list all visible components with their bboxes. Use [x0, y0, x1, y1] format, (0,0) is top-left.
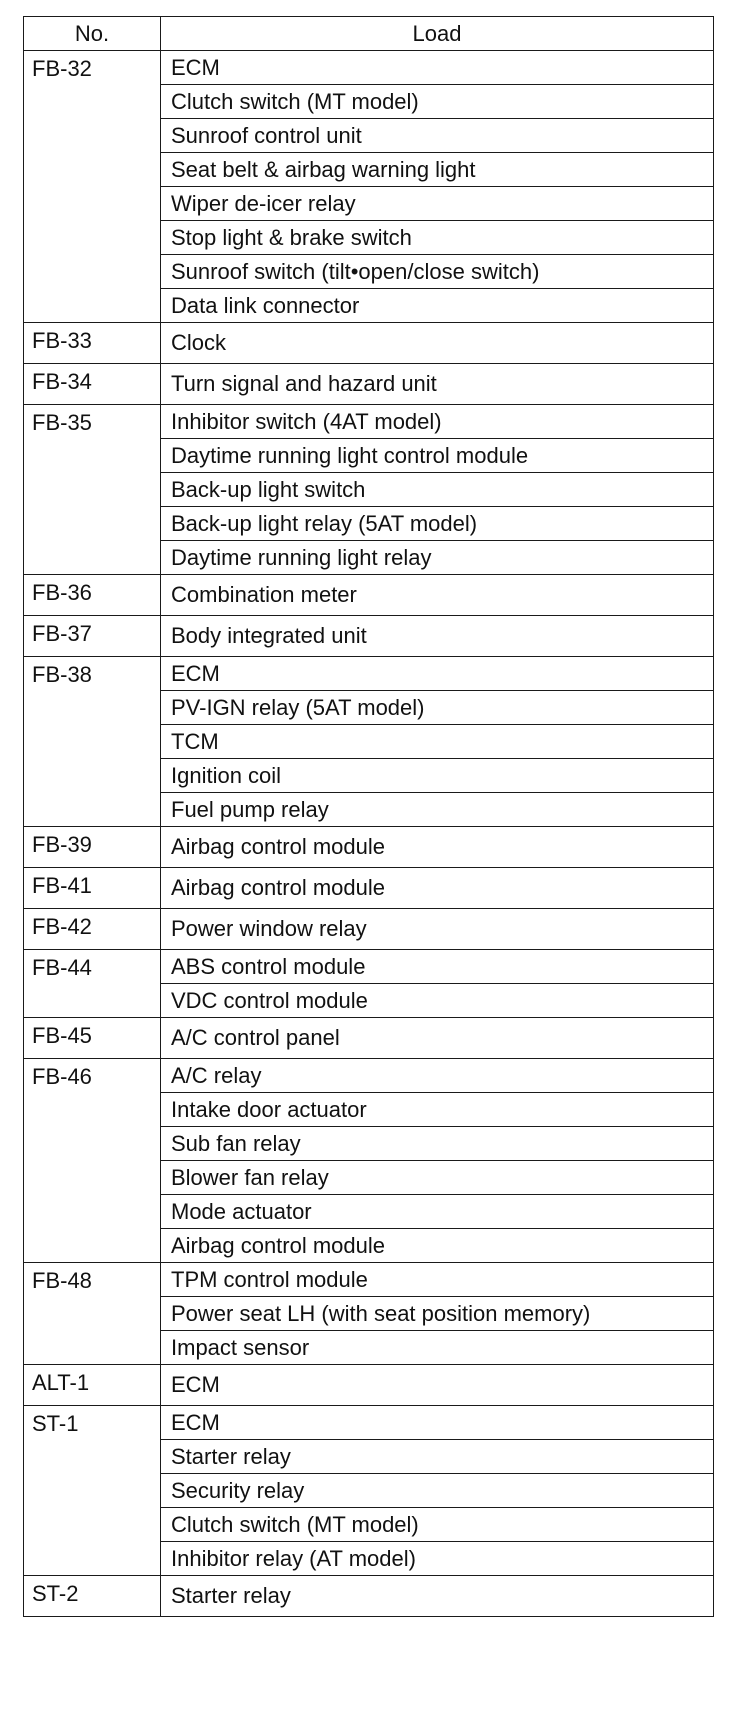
table-row: [24, 827, 714, 868]
load-cell: Mode actuator: [161, 1195, 714, 1229]
table-row: [24, 657, 714, 691]
load-cell: Sunroof control unit: [161, 119, 714, 153]
table-row: [24, 1576, 714, 1617]
load-cell: ECM: [161, 1365, 714, 1406]
table-row: [24, 323, 714, 364]
table-row: [24, 909, 714, 950]
fuse-number-cell: FB-48: [24, 1263, 161, 1365]
fuse-number-cell: FB-35: [24, 405, 161, 575]
load-cell: Combination meter: [161, 575, 714, 616]
load-cell: ABS control module: [161, 950, 714, 984]
load-cell: Power window relay: [161, 909, 714, 950]
table-row: [24, 1018, 714, 1059]
load-cell: Impact sensor: [161, 1331, 714, 1365]
table-row: [24, 616, 714, 657]
load-cell: Back-up light switch: [161, 473, 714, 507]
load-cell: Clock: [161, 323, 714, 364]
load-cell: Inhibitor switch (4AT model): [161, 405, 714, 439]
load-cell: ECM: [161, 51, 714, 85]
load-cell: TCM: [161, 725, 714, 759]
fuse-number-cell: FB-33: [24, 323, 161, 364]
load-cell: Fuel pump relay: [161, 793, 714, 827]
load-cell: Blower fan relay: [161, 1161, 714, 1195]
load-cell: Wiper de-icer relay: [161, 187, 714, 221]
table-row: [24, 1365, 714, 1406]
load-cell: Daytime running light control module: [161, 439, 714, 473]
load-cell: Daytime running light relay: [161, 541, 714, 575]
load-cell: Data link connector: [161, 289, 714, 323]
fuse-number-cell: ST-2: [24, 1576, 161, 1617]
header-load: Load: [161, 17, 714, 51]
load-cell: Sunroof switch (tilt•open/close switch): [161, 255, 714, 289]
fuse-number-cell: FB-34: [24, 364, 161, 405]
table-header: [24, 17, 714, 51]
fuse-number-cell: FB-45: [24, 1018, 161, 1059]
fuse-number-cell: FB-41: [24, 868, 161, 909]
table-row: [24, 1263, 714, 1297]
fuse-number-cell: FB-46: [24, 1059, 161, 1263]
table-row: [24, 950, 714, 984]
header-row: [24, 17, 714, 51]
load-cell: Inhibitor relay (AT model): [161, 1542, 714, 1576]
fuse-number-cell: ST-1: [24, 1406, 161, 1576]
fuse-number-cell: FB-44: [24, 950, 161, 1018]
load-cell: TPM control module: [161, 1263, 714, 1297]
fuse-number-cell: FB-37: [24, 616, 161, 657]
load-cell: Airbag control module: [161, 1229, 714, 1263]
load-cell: Starter relay: [161, 1576, 714, 1617]
table-body: [24, 51, 714, 1617]
load-cell: Ignition coil: [161, 759, 714, 793]
load-cell: Sub fan relay: [161, 1127, 714, 1161]
header-no: No.: [24, 17, 161, 51]
load-cell: VDC control module: [161, 984, 714, 1018]
load-cell: ECM: [161, 1406, 714, 1440]
load-cell: Clutch switch (MT model): [161, 85, 714, 119]
fuse-number-cell: FB-36: [24, 575, 161, 616]
load-cell: Clutch switch (MT model): [161, 1508, 714, 1542]
fuse-number-cell: ALT-1: [24, 1365, 161, 1406]
table-row: [24, 1406, 714, 1440]
load-cell: A/C relay: [161, 1059, 714, 1093]
load-cell: Body integrated unit: [161, 616, 714, 657]
load-cell: ECM: [161, 657, 714, 691]
fuse-number-cell: FB-38: [24, 657, 161, 827]
table-row: [24, 51, 714, 85]
table-row: [24, 868, 714, 909]
load-cell: Airbag control module: [161, 827, 714, 868]
load-cell: Security relay: [161, 1474, 714, 1508]
table-row: [24, 575, 714, 616]
load-cell: Seat belt & airbag warning light: [161, 153, 714, 187]
load-cell: Power seat LH (with seat position memory): [161, 1297, 714, 1331]
load-cell: PV-IGN relay (5AT model): [161, 691, 714, 725]
fuse-number-cell: FB-42: [24, 909, 161, 950]
table-row: [24, 364, 714, 405]
table-row: [24, 405, 714, 439]
load-cell: Stop light & brake switch: [161, 221, 714, 255]
load-cell: Intake door actuator: [161, 1093, 714, 1127]
load-cell: Airbag control module: [161, 868, 714, 909]
load-cell: Starter relay: [161, 1440, 714, 1474]
load-cell: Turn signal and hazard unit: [161, 364, 714, 405]
table-row: [24, 1059, 714, 1093]
fuse-number-cell: FB-32: [24, 51, 161, 323]
load-cell: A/C control panel: [161, 1018, 714, 1059]
fuse-number-cell: FB-39: [24, 827, 161, 868]
load-cell: Back-up light relay (5AT model): [161, 507, 714, 541]
fuse-load-table: [23, 16, 714, 1617]
